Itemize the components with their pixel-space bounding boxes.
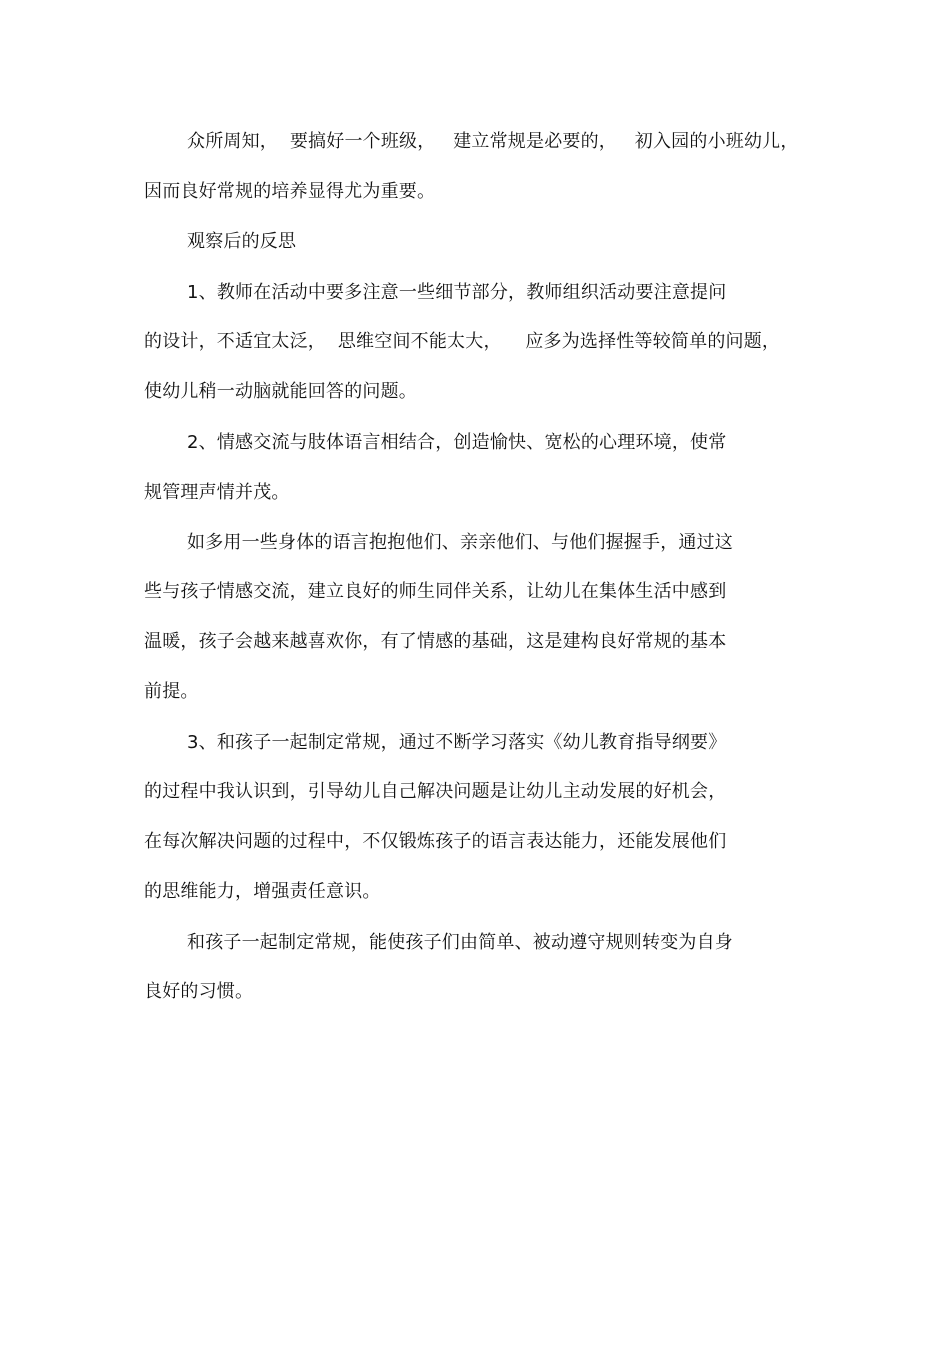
paragraph-line: 2、情感交流与肢体语言相结合，创造愉快、宽松的心理环境，使常 xyxy=(187,432,727,453)
paragraph-line: 些与孩子情感交流，建立良好的师生同伴关系，让幼儿在集体生活中感到 xyxy=(144,581,727,602)
paragraph-line: 1、教师在活动中要多注意一些细节部分，教师组织活动要注意提问 xyxy=(187,282,727,303)
paragraph-line: 规管理声情并茂。 xyxy=(144,482,290,503)
paragraph-line: 3、和孩子一起制定常规，通过不断学习落实《幼儿教育指导纲要》 xyxy=(187,732,727,753)
paragraph-line: 的设计，不适宜太泛， 思维空间不能太大， 应多为选择性等较简单的问题， xyxy=(144,331,781,352)
paragraph-line: 前提。 xyxy=(144,681,199,702)
paragraph-line: 和孩子一起制定常规，能使孩子们由简单、被动遵守规则转变为自身 xyxy=(187,932,733,953)
paragraph-line: 在每次解决问题的过程中，不仅锻炼孩子的语言表达能力，还能发展他们 xyxy=(144,831,727,852)
paragraph-line: 温暖，孩子会越来越喜欢你，有了情感的基础，这是建构良好常规的基本 xyxy=(144,631,727,652)
paragraph-line: 使幼儿稍一动脑就能回答的问题。 xyxy=(144,381,417,402)
paragraph-line: 如多用一些身体的语言抱抱他们、亲亲他们、与他们握握手，通过这 xyxy=(187,532,733,553)
paragraph-line: 良好的习惯。 xyxy=(144,981,254,1002)
section-heading: 观察后的反思 xyxy=(187,231,297,252)
paragraph-line: 的过程中我认识到，引导幼儿自己解决问题是让幼儿主动发展的好机会， xyxy=(144,781,727,802)
paragraph-line: 的思维能力，增强责任意识。 xyxy=(144,881,381,902)
paragraph-line: 因而良好常规的培养显得尤为重要。 xyxy=(144,181,436,202)
paragraph-line: 众所周知， 要搞好一个班级， 建立常规是必要的， 初入园的小班幼儿， xyxy=(187,131,799,152)
